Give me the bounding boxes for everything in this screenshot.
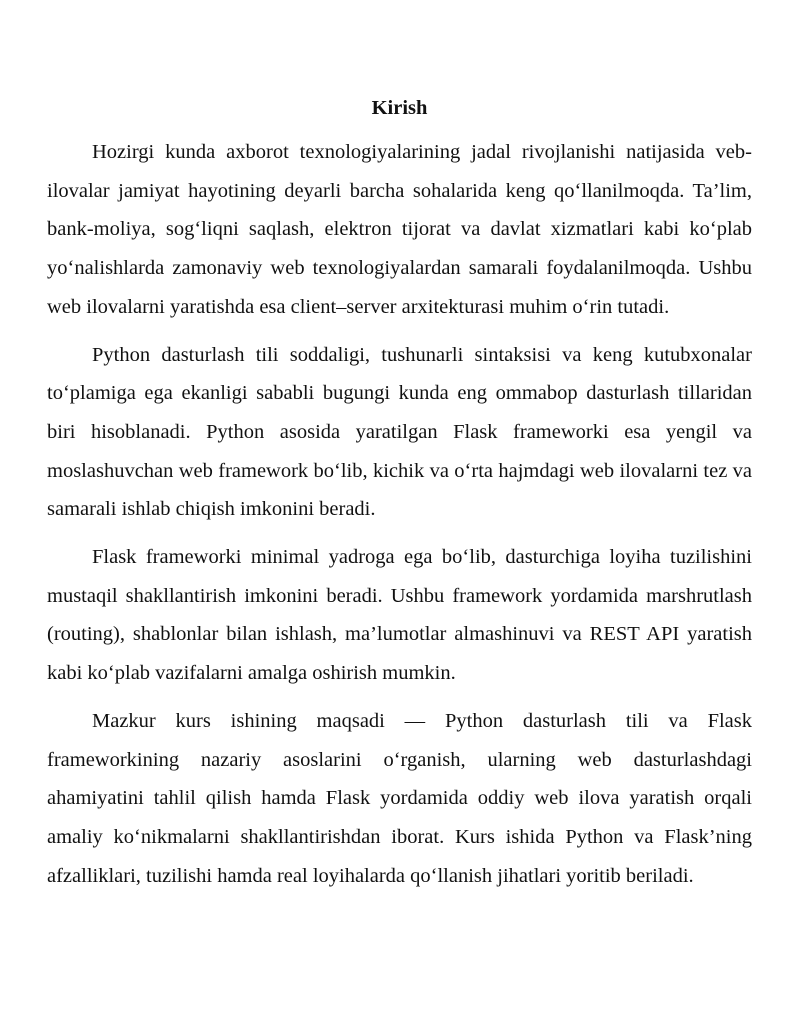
paragraph-4: Mazkur kurs ishining maqsadi — Python dasturlash tili va Flask frameworkining nazariy asoslarini o‘rganish, ularning web dasturlashdagi ahamiyatini tahlil qilish hamda Flask yordamida oddiy web ilova yaratish orqali amaliy ko‘nikmalarni shakllantirishdan iborat. Kurs ishida Python va Flask’ning afzalliklari, tuzilishi hamda real loyihalarda qo‘llanish jihatlari yoritib beriladi. [47,709,752,887]
document-page [47,93,752,904]
paragraph-2: Python dasturlash tili soddaligi, tushunarli sintaksisi va keng kutubxonalar to‘plamiga ega ekanligi sababli bugungi kunda eng ommabop dasturlash tillaridan biri hisoblanadi. Python asosida yaratilgan Flask frameworki esa yengil va moslashuvchan web framework bo‘lib, kichik va o‘rta hajmdagi web ilovalarni tez va samarali ishlab chiqish imkonini beradi. [47,343,752,521]
paragraph-1: Hozirgi kunda axborot texnologiyalarining jadal rivojlanishi natijasida veb-ilovalar jamiyat hayotining deyarli barcha sohalarida keng qo‘llanilmoqda. Ta’lim, bank-moliya, sog‘liqni saqlash, elektron tijorat va davlat xizmatlari kabi ko‘plab yo‘nalishlarda zamonaviy web texnologiyalardan samarali foydalanilmoqda. Ushbu web ilovalarni yaratishda esa client–server arxitekturasi muhim o‘rin tutadi. [47,141,752,318]
section-title: Kirish [371,97,428,119]
paragraph-3: Flask frameworki minimal yadroga ega bo‘lib, dasturchiga loyiha tuzilishini mustaqil shakllantirish imkonini beradi. Ushbu framework yordamida marshrutlash (routing), shablonlar bilan ishlash, ma’lumotlar almashinuvi va REST API yaratish kabi ko‘plab vazifalarni amalga oshirish mumkin. [47,546,752,685]
